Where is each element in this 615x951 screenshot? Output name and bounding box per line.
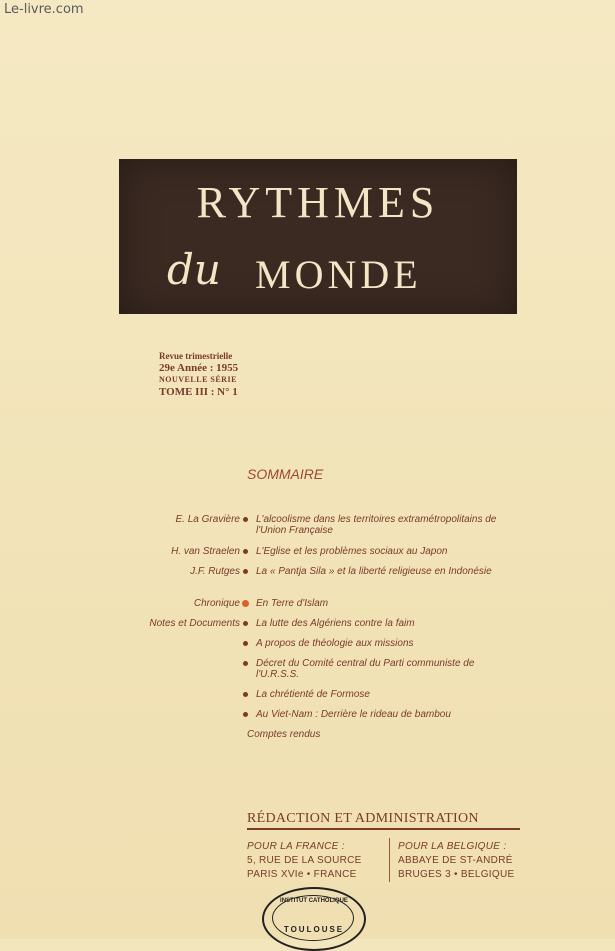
issue-year: 29e Année : 1955 — [159, 362, 239, 374]
divider — [247, 828, 520, 830]
bullet-icon — [243, 549, 248, 554]
title-du-monde — [167, 243, 507, 303]
watermark: Le-livre.com — [4, 2, 84, 17]
bullet-icon — [242, 600, 249, 607]
issue-series: NOUVELLE SÉRIE — [159, 375, 237, 384]
toc-author: J.F. Rutges — [190, 566, 240, 577]
title-rythmes: RYTHMES — [196, 178, 440, 227]
address-label: POUR LA BELGIQUE : — [398, 841, 507, 852]
address-line: BRUGES 3 • BELGIQUE — [398, 869, 515, 880]
sommaire-heading: SOMMAIRE — [247, 466, 324, 482]
toc-author: Notes et Documents — [149, 618, 240, 629]
title-du: du — [167, 245, 221, 294]
toc-author: Chronique — [193, 598, 240, 609]
divider — [389, 838, 390, 882]
stamp-text-bottom: TOULOUSE — [283, 925, 345, 934]
admin-heading: RÉDACTION ET ADMINISTRATION — [247, 811, 479, 826]
toc-author: E. La Gravière — [175, 514, 240, 525]
address-label: POUR LA FRANCE : — [247, 841, 345, 852]
toc-title: A propos de théologie aux missions — [256, 638, 414, 649]
address-france — [247, 840, 362, 882]
address-line: 5, RUE DE LA SOURCE — [247, 855, 362, 866]
title-monde: MONDE — [255, 252, 422, 297]
issue-info — [159, 350, 238, 398]
bullet-icon — [243, 712, 248, 717]
toc-row — [0, 566, 615, 596]
bullet-icon — [243, 569, 248, 574]
bullet-icon — [243, 692, 248, 697]
bullet-icon — [243, 517, 248, 522]
toc-row — [0, 729, 615, 759]
toc-row — [0, 658, 615, 688]
toc-row — [0, 514, 615, 544]
address-line: ABBAYE DE ST-ANDRÉ — [398, 855, 513, 866]
toc-title: La lutte des Algériens contre la faim — [256, 618, 415, 629]
toc-title: En Terre d'Islam — [256, 598, 329, 609]
toc-title: La chrétienté de Formose — [256, 689, 370, 700]
toc-title: Au Viet-Nam : Derrière le rideau de bambou — [256, 709, 451, 720]
address-belgique — [398, 840, 514, 882]
title-block — [119, 159, 517, 314]
toc-title: Comptes rendus — [247, 729, 321, 740]
toc-title: L'Eglise et les problèmes sociaux au Japon — [256, 546, 448, 557]
address-line: PARIS XVIe • FRANCE — [247, 869, 357, 880]
toc-title: L'alcoolisme dans les territoires extramétropolitains de l'Union Française — [256, 514, 497, 536]
library-stamp — [262, 887, 366, 951]
issue-frequency: Revue trimestrielle — [159, 351, 233, 361]
issue-volume: TOME III : N° 1 — [159, 386, 238, 398]
toc-title: La « Pantja Sila » et la liberté religieuse en Indonésie — [256, 566, 492, 577]
toc-title: Décret du Comité central du Parti communiste de l'U.R.S.S. — [256, 658, 475, 680]
bullet-icon — [243, 621, 248, 626]
stamp-text-top: INSTITUT CATHOLIQUE — [280, 898, 348, 904]
toc-author: H. van Straelen — [171, 546, 240, 557]
bullet-icon — [243, 641, 248, 646]
bullet-icon — [243, 661, 248, 666]
